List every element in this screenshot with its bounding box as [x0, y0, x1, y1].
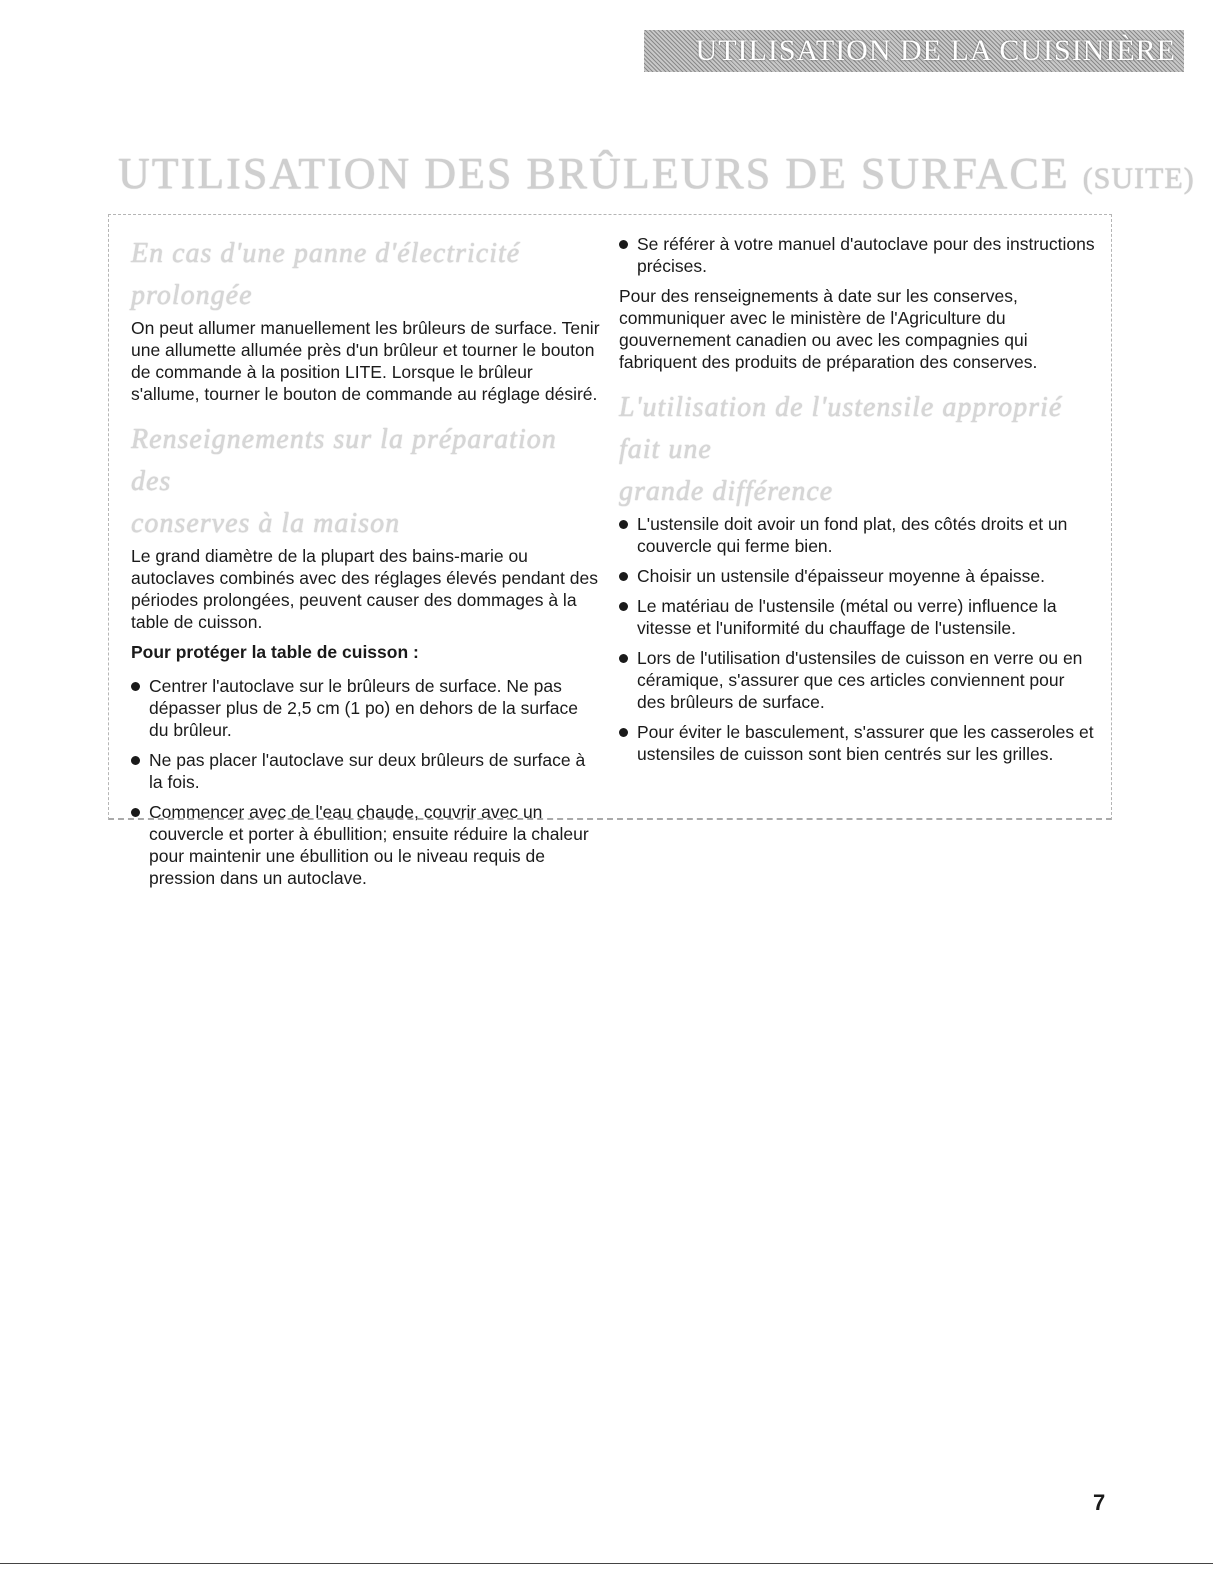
- list-item: [131, 749, 601, 793]
- section-heading-cookware-line2: grande différence: [619, 476, 834, 507]
- header-band-title: UTILISATION DE LA CUISINIÈRE: [695, 34, 1176, 67]
- bullet-icon: [619, 240, 628, 249]
- bullet-icon: [619, 602, 628, 611]
- section-heading-power-outage: En cas d'une panne d'électricité prolongée: [131, 238, 521, 311]
- list-item-text: Choisir un ustensile d'épaisseur moyenne à épaisse.: [637, 566, 1046, 586]
- header-band: [644, 30, 1184, 72]
- list-item-text: L'ustensile doit avoir un fond plat, des côtés droits et un couvercle qui ferme bien.: [637, 514, 1068, 556]
- list-item: [619, 513, 1097, 557]
- canning-subhead: Pour protéger la table de cuisson :: [131, 642, 419, 662]
- bullet-icon: [619, 728, 628, 737]
- list-item: [131, 801, 601, 889]
- page-title-text: UTILISATION DES BRÛLEURS DE SURFACE: [118, 149, 1070, 198]
- section-heading-cookware-line1: L'utilisation de l'ustensile approprié fait une: [619, 392, 1063, 465]
- list-item-text: Ne pas placer l'autoclave sur deux brûleurs de surface à la fois.: [149, 750, 586, 792]
- canning-manual-bullet-list: [619, 233, 1097, 277]
- list-item: [619, 565, 1097, 587]
- page-title-suffix: (SUITE): [1082, 162, 1195, 195]
- bullet-icon: [619, 520, 628, 529]
- canning-paragraph: Le grand diamètre de la plupart des bains-marie ou autoclaves combinés avec des réglages élevés pendant des périodes prolongées, peuvent causer des dommages à la table de cuisson.: [131, 546, 598, 632]
- list-item-text: Pour éviter le basculement, s'assurer que les casseroles et ustensiles de cuisson sont bien centrés sur les grilles.: [637, 722, 1094, 764]
- list-item-text: Centrer l'autoclave sur le brûleurs de surface. Ne pas dépasser plus de 2,5 cm (1 po) en dehors de la surface du brûleur.: [149, 676, 578, 740]
- bullet-icon: [619, 572, 628, 581]
- list-item: [619, 233, 1097, 277]
- section-heading-canning-line2: conserves à la maison: [131, 508, 401, 539]
- list-item-text: Commencer avec de l'eau chaude, couvrir avec un couvercle et porter à ébullition; ensuite réduire la chaleur pour maintenir une ébullition ou le niveau requis de pression dans un autoclave.: [149, 802, 589, 888]
- page-title: [118, 148, 1195, 199]
- left-column: [131, 233, 601, 897]
- page-number: 7: [1093, 1490, 1106, 1515]
- list-item: [619, 647, 1097, 713]
- canning-info-paragraph: Pour des renseignements à date sur les conserves, communiquer avec le ministère de l'Agriculture du gouvernement canadien ou avec les compagnies qui fabriquent des produits de préparation des conserves.: [619, 286, 1038, 372]
- power-outage-paragraph: On peut allumer manuellement les brûleurs de surface. Tenir une allumette allumée près d'un brûleur et tourner le bouton de commande à la position LITE. Lorsque le brûleur s'allume, tourner le bouton de commande au réglage désiré.: [131, 318, 600, 404]
- canning-bullet-list: [131, 675, 601, 889]
- bullet-icon: [619, 654, 628, 663]
- list-item: [131, 675, 601, 741]
- bullet-icon: [131, 808, 140, 817]
- list-item: [619, 721, 1097, 765]
- section-heading-cookware: [619, 387, 1097, 513]
- right-column: [619, 233, 1097, 773]
- section-heading-canning: [131, 419, 601, 545]
- list-item-text: Le matériau de l'ustensile (métal ou verre) influence la vitesse et l'uniformité du chauffage de l'ustensile.: [637, 596, 1057, 638]
- section-heading-canning-line1: Renseignements sur la préparation des: [131, 424, 557, 497]
- bullet-icon: [131, 756, 140, 765]
- content-box: [108, 214, 1112, 888]
- cookware-bullet-list: [619, 513, 1097, 765]
- list-item-text: Lors de l'utilisation d'ustensiles de cuisson en verre ou en céramique, s'assurer que ces articles conviennent pour des brûleurs de surface.: [637, 648, 1083, 712]
- bottom-rule: [0, 1563, 1213, 1564]
- list-item: [619, 595, 1097, 639]
- bullet-icon: [131, 682, 140, 691]
- list-item-text: Se référer à votre manuel d'autoclave pour des instructions précises.: [637, 234, 1095, 276]
